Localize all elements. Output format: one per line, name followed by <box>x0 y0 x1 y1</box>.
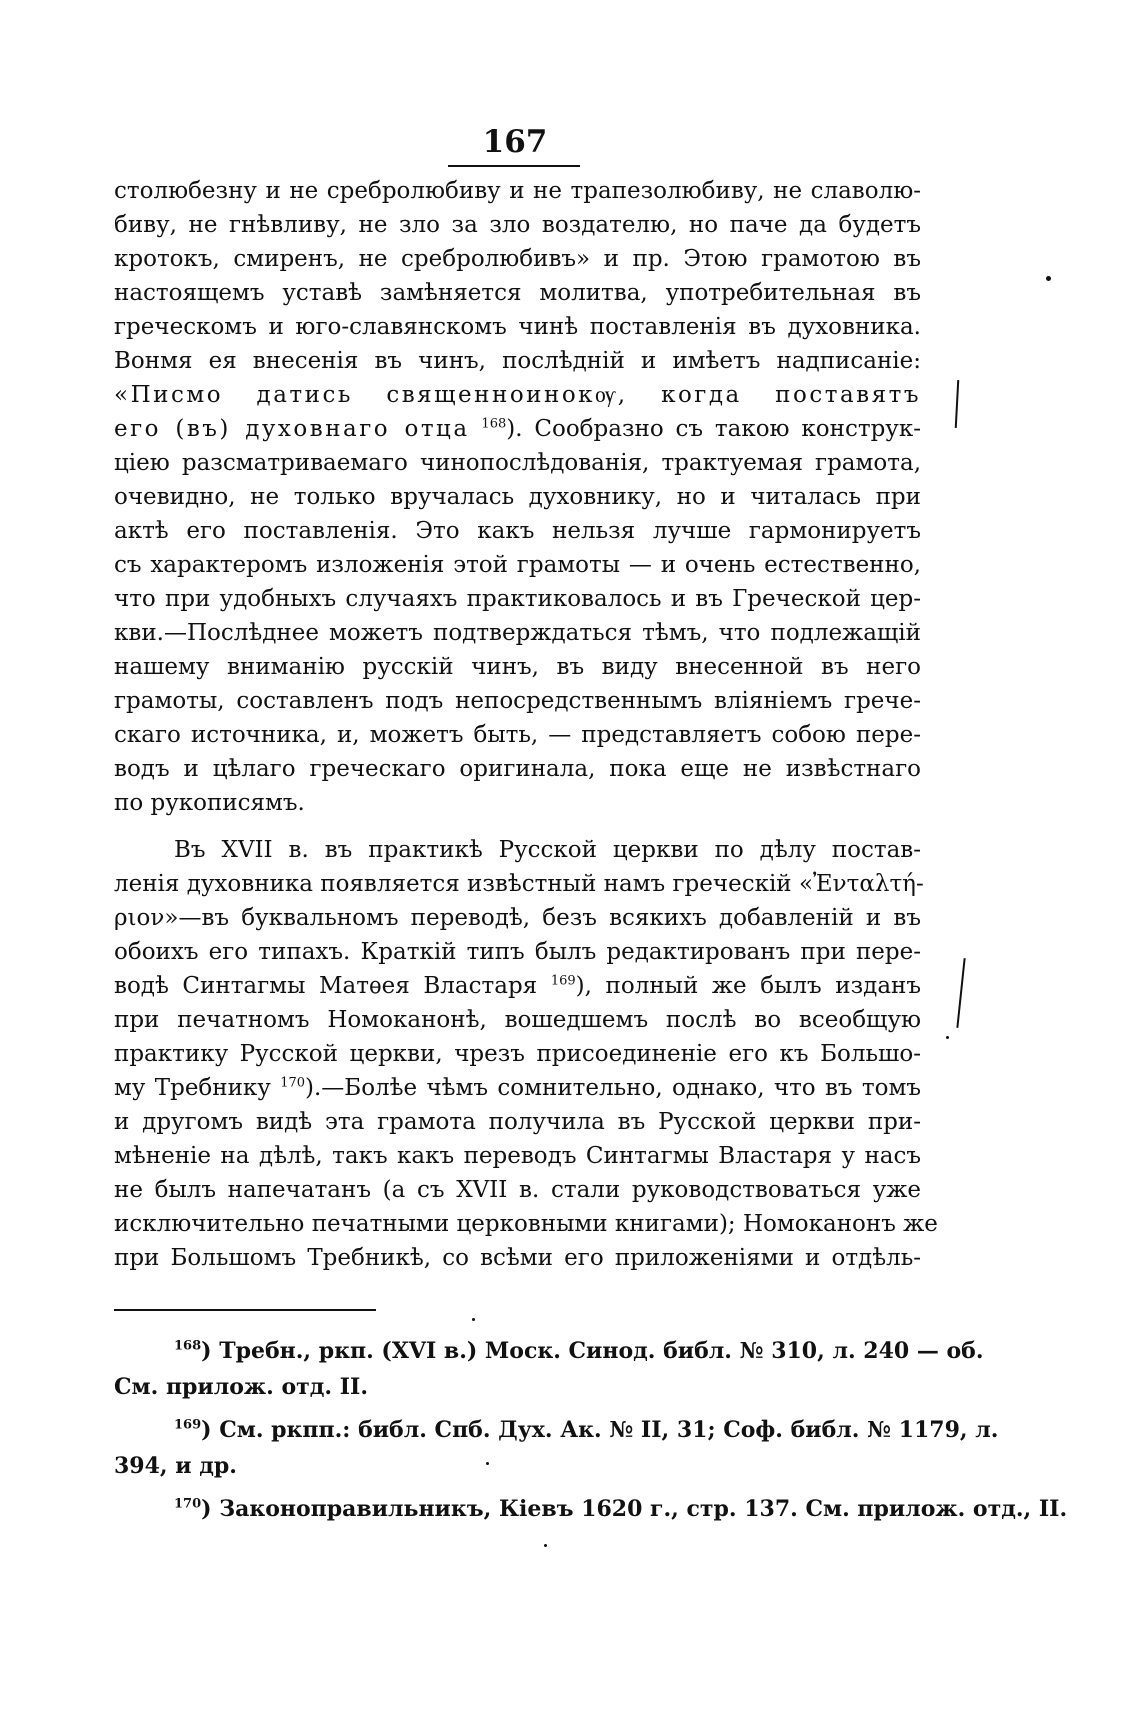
footnote-line <box>174 1413 999 1447</box>
speck-mark <box>486 1462 489 1465</box>
text-line: мѣненіе на дѣлѣ, такъ какъ переводъ Синтагмы Властаря у насъ <box>114 1143 921 1169</box>
text-line: нашему вниманію русскій чинъ, въ виду внесенной въ него <box>114 654 921 680</box>
text-line: кви.—Послѣднее можетъ подтверждаться тѣмъ, что подлежащій <box>114 620 921 646</box>
text-line: при печатномъ Номоканонѣ, вошедшемъ послѣ во всеобщую <box>114 1007 921 1033</box>
page-number: 167 <box>482 124 548 160</box>
footnote-ref: 168 <box>481 416 507 432</box>
text-line: кротокъ, смиренъ, не сребролюбивъ» и пр. Этою грамотою въ <box>114 246 921 272</box>
text-line: исключительно печатными церковными книгами); Номоканонъ же <box>114 1211 938 1237</box>
text-line: столюбезну и не сребролюбиву и не трапезолюбиву, не славолю- <box>114 178 921 204</box>
margin-pencil-mark <box>955 380 960 428</box>
text-line: ριον»—въ буквальномъ переводѣ, безъ всякихъ добавленій и въ <box>114 905 921 931</box>
margin-dot-mark <box>1046 276 1051 281</box>
text-line: водъ и цѣлаго греческаго оригинала, пока еще не извѣстнаго <box>114 756 921 782</box>
footnote-rule <box>114 1309 376 1311</box>
text-line: очевидно, не только вручалась духовнику, но и читалась при <box>114 484 921 510</box>
text-line: «Писмо датись священноинокѹ, когда поставятъ <box>114 382 921 408</box>
text-segment: ), полный же былъ изданъ <box>575 973 921 999</box>
text-line: скаго источника, и, можетъ быть, — представляетъ собою пере- <box>114 722 921 748</box>
text-line <box>114 1071 921 1105</box>
footnote-line: 394, и др. <box>114 1453 237 1479</box>
text-segment: водѣ Синтагмы Матѳея Властаря <box>114 973 538 999</box>
text-line: обоихъ его типахъ. Краткій типъ былъ редактированъ при пере- <box>114 939 921 965</box>
page-number-rule <box>448 165 580 167</box>
footnote-ref: 169 <box>550 973 576 989</box>
footnote-text: ) См. ркпп.: библ. Спб. Дух. Ак. № II, 31; Соф. библ. № 1179, л. <box>201 1417 999 1443</box>
text-segment: му Требнику <box>114 1075 271 1101</box>
text-line: ціею разсматриваемаго чинопослѣдованія, трактуемая грамота, <box>114 450 921 476</box>
text-line: актѣ его поставленія. Это какъ нельзя лучше гармонируетъ <box>114 518 921 544</box>
footnote-ref: 170 <box>280 1075 306 1091</box>
text-line: практику Русской церкви, чрезъ присоединеніе его къ Большо- <box>114 1041 921 1067</box>
text-line: грамоты, составленъ подъ непосредственнымъ вліяніемъ грече- <box>114 688 921 714</box>
speck-mark <box>544 1544 547 1547</box>
footnote-line <box>174 1334 984 1368</box>
text-line: что при удобныхъ случаяхъ практиковалось и въ Греческой цер- <box>114 586 921 612</box>
document-title-spaced: его (въ) духовнаго отца <box>114 416 470 442</box>
speck-mark <box>472 1318 475 1321</box>
text-line: и другомъ видѣ эта грамота получила въ Русской церкви при- <box>114 1109 921 1135</box>
margin-pencil-mark <box>956 958 965 1028</box>
text-line: Въ XVII в. въ практикѣ Русской церкви по дѣлу постав- <box>174 837 921 863</box>
footnote-number: 168 <box>174 1338 202 1354</box>
footnote-line <box>174 1492 1068 1526</box>
text-segment: ).—Болѣе чѣмъ сомнительно, однако, что въ томъ <box>305 1075 921 1101</box>
footnote-number: 170 <box>174 1496 202 1512</box>
text-line <box>114 969 921 1003</box>
footnote-line: См. прилож. отд. II. <box>114 1374 368 1400</box>
text-line: биву, не гнѣвливу, не зло за зло воздателю, но паче да будетъ <box>114 212 921 238</box>
text-line: ленія духовника появляется извѣстный намъ греческій «Ἐνταλτή- <box>114 871 924 897</box>
text-line: Вонмя ея внесенія въ чинъ, послѣдній и имѣетъ надписаніе: <box>114 348 921 374</box>
text-line: настоящемъ уставѣ замѣняется молитва, употребительная въ <box>114 280 921 306</box>
text-line: не былъ напечатанъ (а съ XVII в. стали руководствоваться уже <box>114 1177 921 1203</box>
text-line: съ характеромъ изложенія этой грамоты — и очень естественно, <box>114 552 921 578</box>
text-line: греческомъ и юго-славянскомъ чинѣ поставленія въ духовника. <box>114 314 921 340</box>
text-line: по рукописямъ. <box>114 790 305 816</box>
text-line <box>114 412 921 446</box>
margin-dot-mark <box>946 1036 949 1039</box>
footnote-text: ) Требн., ркп. (XVI в.) Моск. Синод. библ. № 310, л. 240 — об. <box>201 1338 984 1364</box>
text-line: при Большомъ Требникѣ, со всѣми его приложеніями и отдѣль- <box>114 1245 921 1271</box>
footnote-text: ) Законоправильникъ, Кіевъ 1620 г., стр. 137. См. прилож. отд., II. <box>201 1496 1068 1522</box>
text-segment: ). Сообразно съ такою конструк- <box>506 416 921 442</box>
footnote-number: 169 <box>174 1417 202 1433</box>
